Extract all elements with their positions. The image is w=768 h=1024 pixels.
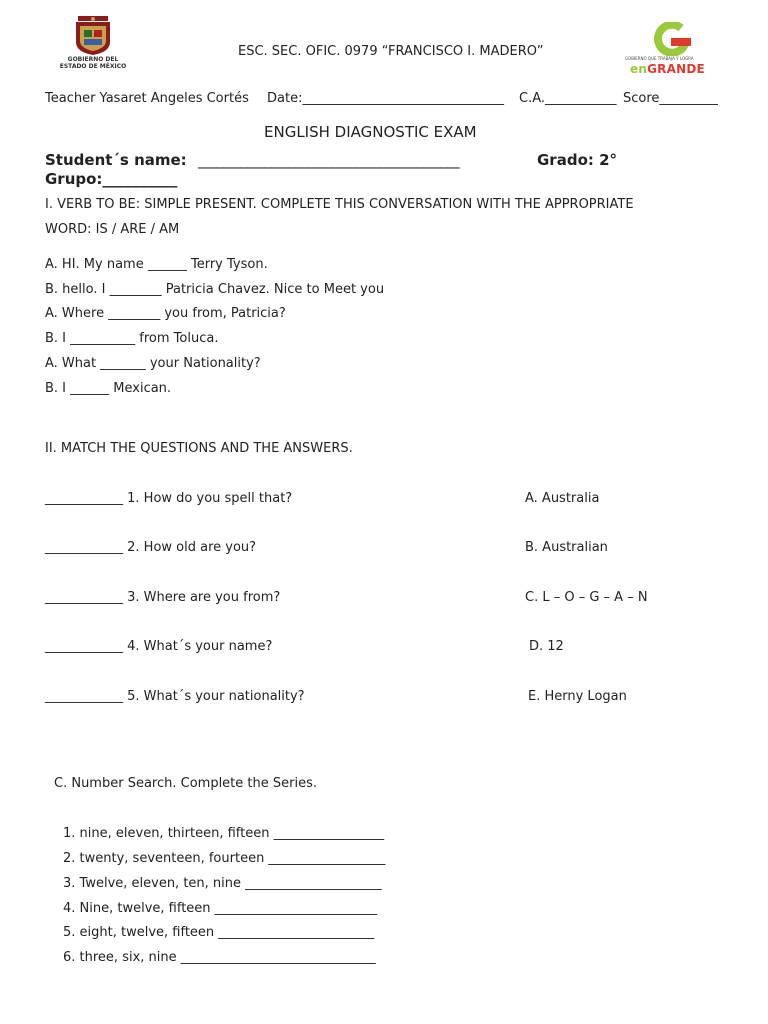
coat-of-arms-icon <box>66 14 120 56</box>
match-question: ____________ 3. Where are you from? <box>45 590 281 605</box>
section2-instruction: II. MATCH THE QUESTIONS AND THE ANSWERS. <box>45 441 353 456</box>
engrande-logo <box>625 22 715 78</box>
score-field: Score_________ <box>623 91 718 106</box>
series-item: 1. nine, eleven, thirteen, fifteen _________________ <box>63 826 385 841</box>
match-answer: D. 12 <box>529 639 564 654</box>
estado-de-mexico-logo <box>56 14 134 76</box>
conversation-line: B. hello. I ________ Patricia Chavez. Nice to Meet you <box>45 282 385 297</box>
conversation-line: B. I __________ from Toluca. <box>45 331 219 346</box>
series-item: 2. twenty, seventeen, fourteen __________________ <box>63 851 386 866</box>
match-question: ____________ 1. How do you spell that? <box>45 491 293 506</box>
match-question: ____________ 2. How old are you? <box>45 540 257 555</box>
match-answer: A. Australia <box>525 491 600 506</box>
section1-instruction-line2: WORD: IS / ARE / AM <box>45 222 180 237</box>
section1-instruction-line1: I. VERB TO BE: SIMPLE PRESENT. COMPLETE THIS CONVERSATION WITH THE APPROPRIATE <box>45 197 634 212</box>
logo-line-1: GOBIERNO DEL <box>67 56 119 63</box>
series-item: 5. eight, twelve, fifteen ________________________ <box>63 925 375 940</box>
match-answer: C. L – O – G – A – N <box>525 590 648 605</box>
conversation-line: A. HI. My name ______ Terry Tyson. <box>45 257 268 272</box>
conversation-line: A. What _______ your Nationality? <box>45 356 261 371</box>
match-answer: E. Herny Logan <box>528 689 627 704</box>
match-answer: B. Australian <box>525 540 608 555</box>
conversation-line: B. I ______ Mexican. <box>45 381 172 396</box>
student-name-label: Student´s name: <box>45 151 187 169</box>
g-logo-icon <box>625 22 715 56</box>
logo-line-2: ESTADO DE MÉXICO <box>59 63 127 70</box>
engrande-wordmark <box>630 62 705 76</box>
date-field: Date:_______________________________ <box>267 91 504 106</box>
exam-title: ENGLISH DIAGNOSTIC EXAM <box>264 123 477 141</box>
engrande-tagline: GOBIERNO QUE TRABAJA Y LOGRA <box>625 56 694 61</box>
teacher-name: Teacher Yasaret Angeles Cortés <box>45 91 249 106</box>
ca-field: C.A.___________ <box>519 91 617 106</box>
conversation-line: A. Where ________ you from, Patricia? <box>45 306 286 321</box>
grado-label: Grado: 2° <box>537 151 618 169</box>
grupo-label: Grupo:__________ <box>45 170 178 188</box>
student-name-blank: ___________________________________________ <box>198 151 459 169</box>
series-item: 6. three, six, nine ______________________________ <box>63 950 376 965</box>
section3-instruction: C. Number Search. Complete the Series. <box>54 776 317 791</box>
engrande-grande: GRANDE <box>647 62 705 76</box>
series-item: 3. Twelve, eleven, ten, nine _____________________ <box>63 876 382 891</box>
school-name: ESC. SEC. OFIC. 0979 “FRANCISCO I. MADERO” <box>238 44 544 59</box>
estado-de-mexico-text <box>56 56 130 70</box>
engrande-en: en <box>630 62 648 76</box>
match-question: ____________ 4. What´s your name? <box>45 639 273 654</box>
match-question: ____________ 5. What´s your nationality? <box>45 689 305 704</box>
series-item: 4. Nine, twelve, fifteen _________________________ <box>63 901 378 916</box>
